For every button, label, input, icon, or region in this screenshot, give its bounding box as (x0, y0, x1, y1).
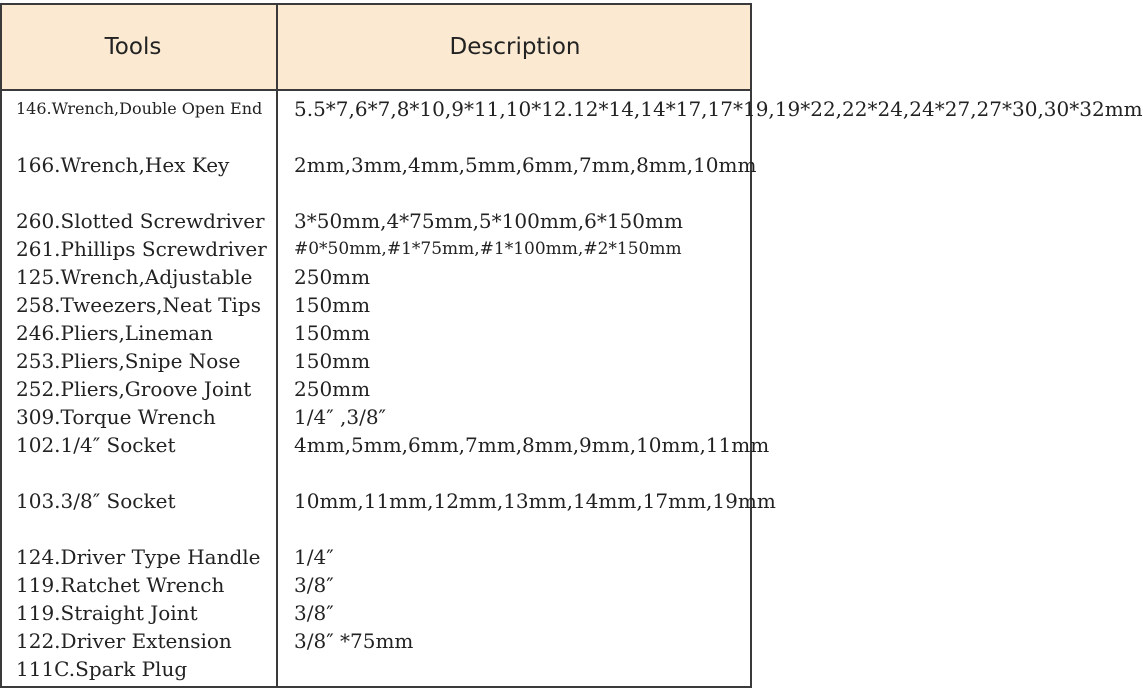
tool-description: 150mm (294, 293, 371, 317)
table-row (2, 543, 750, 571)
tool-description: 250mm (294, 377, 371, 401)
tool-name: 253.Pliers,Snipe Nose (16, 349, 241, 373)
tool-description: 150mm (294, 321, 371, 345)
tool-description: 250mm (294, 265, 371, 289)
tool-description: 3/8″ (294, 601, 334, 625)
table-row (2, 95, 1143, 151)
table-row (2, 291, 750, 319)
table-body (2, 95, 1143, 683)
tool-name: 166.Wrench,Hex Key (16, 153, 230, 177)
table-row (2, 235, 750, 263)
tool-description: 10mm,11mm,12mm,13mm,14mm,17mm,19mm (294, 489, 776, 513)
tool-name: 258.Tweezers,Neat Tips (16, 293, 261, 317)
tool-name: 102.1/4″ Socket (16, 433, 176, 457)
tool-name: 261.Phillips Screwdriver (16, 237, 267, 261)
tool-description: 2mm,3mm,4mm,5mm,6mm,7mm,8mm,10mm (294, 153, 757, 177)
header-description: Description (449, 34, 581, 60)
table-row (2, 403, 750, 431)
table-row (2, 319, 750, 347)
tool-description: 5.5*7,6*7,8*10,9*11,10*12.12*14,14*17,17*19,19*22,22*24,24*27,27*30,30*32mm (294, 97, 1143, 121)
tool-description: 3/8″ (294, 573, 334, 597)
table-row (2, 655, 750, 683)
tool-name: 309.Torque Wrench (16, 405, 216, 429)
tool-name: 122.Driver Extension (16, 629, 232, 653)
tool-name: 124.Driver Type Handle (16, 545, 261, 569)
tool-description: #0*50mm,#1*75mm,#1*100mm,#2*150mm (294, 239, 682, 259)
table-row (2, 599, 750, 627)
table-row (2, 375, 750, 403)
tool-description: 3*50mm,4*75mm,5*100mm,6*150mm (294, 209, 683, 233)
table-row (2, 431, 770, 487)
table-row (2, 347, 750, 375)
table-row (2, 207, 750, 235)
tool-name: 146.Wrench,Double Open End (16, 99, 263, 118)
tool-description: 3/8″ *75mm (294, 629, 414, 653)
tool-description (276, 655, 746, 683)
tools-table (0, 3, 1143, 688)
table-header (2, 5, 750, 91)
tool-name: 103.3/8″ Socket (16, 489, 176, 513)
tool-description: 4mm,5mm,6mm,7mm,8mm,9mm,10mm,11mm (294, 433, 770, 457)
header-tools: Tools (104, 34, 162, 60)
tool-name: 119.Ratchet Wrench (16, 573, 225, 597)
table-row (2, 487, 776, 543)
tool-description: 1/4″ (294, 545, 334, 569)
tool-description: 1/4″ ,3/8″ (294, 405, 387, 429)
table-row (2, 263, 750, 291)
tool-name: 252.Pliers,Groove Joint (16, 377, 252, 401)
tool-name: 125.Wrench,Adjustable (16, 265, 253, 289)
table-row (2, 627, 750, 655)
table-row (2, 151, 757, 207)
table-row (2, 571, 750, 599)
tool-name: 111C.Spark Plug (16, 657, 188, 681)
tool-name: 119.Straight Joint (16, 601, 198, 625)
tool-name: 246.Pliers,Lineman (16, 321, 213, 345)
tool-description: 150mm (294, 349, 371, 373)
tool-name: 260.Slotted Screwdriver (16, 209, 265, 233)
